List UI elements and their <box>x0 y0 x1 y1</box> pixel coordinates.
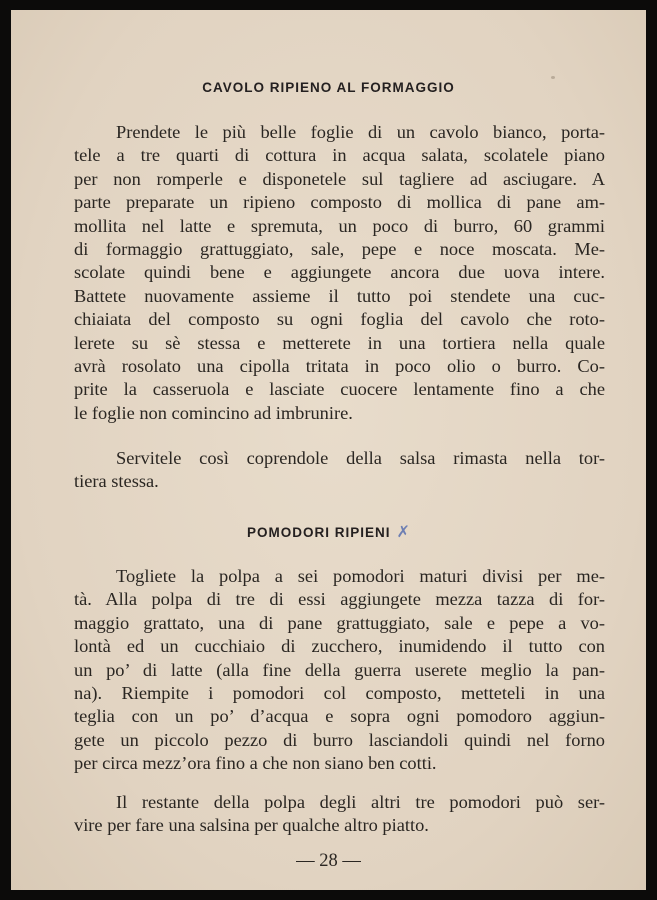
text-line: maggio grattato, una di pane grattuggiato, sale e pepe a vo- <box>74 612 605 633</box>
text-line: le foglie non comincino ad imbrunire. <box>74 402 353 423</box>
text-line: avrà rosolato una cipolla tritata in poco olio o burro. Co- <box>74 355 605 376</box>
recipe-pomodori-paragraph-1 <box>74 565 605 776</box>
text-line: scolate quindi bene e aggiungete ancora due uova intere. <box>74 262 605 283</box>
text-line: Battete nuovamente assieme il tutto poi stendete una cuc- <box>74 285 605 306</box>
text-line: un po’ di latte (alla fine della guerra userete meglio la pan- <box>74 659 605 680</box>
paper-speck <box>551 76 555 79</box>
text-line: na). Riempite i pomodori col composto, metteteli in una <box>74 682 605 703</box>
recipe-title-pomodori <box>11 522 646 542</box>
page-number: — 28 — <box>296 851 361 871</box>
text-line: parte preparate un ripieno composto di mollica di pane am- <box>74 192 605 213</box>
text-line: Togliete la polpa a sei pomodori maturi divisi per me- <box>116 566 605 586</box>
recipe-title-text: CAVOLO RIPIENO AL FORMAGGIO <box>202 80 455 95</box>
text-line: mollita nel latte e spremuta, un poco di burro, 60 grammi <box>74 215 605 236</box>
pencil-check-mark: ✗ <box>396 524 410 541</box>
recipe-title-cavolo <box>11 80 646 95</box>
text-line: per circa mezz’ora fino a che non siano ben cotti. <box>74 753 437 774</box>
text-line: Prendete le più belle foglie di un cavolo bianco, porta- <box>116 122 605 142</box>
text-line: tele a tre quarti di cottura in acqua salata, scolatele piano <box>74 145 605 166</box>
text-line: Il restante della polpa degli altri tre pomodori può ser- <box>116 792 605 812</box>
text-line: tà. Alla polpa di tre di essi aggiungete mezza tazza di for- <box>74 589 605 610</box>
text-line: di formaggio grattuggiato, sale, pepe e noce moscata. Me- <box>74 238 605 259</box>
text-line: vire per fare una salsina per qualche altro piatto. <box>74 815 429 836</box>
recipe-cavolo-paragraph-1 <box>74 121 605 425</box>
text-line: chiaiata del composto su ogni foglia del cavolo che roto- <box>74 309 605 330</box>
text-line: lontà ed un cucchiaio di zucchero, inumidendo il tutto con <box>74 636 605 657</box>
recipe-title-text: POMODORI RIPIENI <box>247 525 391 540</box>
text-line: per non romperle e disponetele sul tagliere ad asciugare. A <box>74 168 605 189</box>
text-line: lerete su sè stessa e metterete in una tortiera nella quale <box>74 332 605 353</box>
book-page <box>11 10 646 890</box>
text-line: teglia con un po’ d’acqua e sopra ogni pomodoro aggiun- <box>74 706 605 727</box>
text-line: Servitele così coprendole della salsa rimasta nella tor- <box>116 448 605 468</box>
text-line: tiera stessa. <box>74 471 159 492</box>
recipe-cavolo-paragraph-2 <box>74 447 605 494</box>
recipe-pomodori-paragraph-2 <box>74 791 605 838</box>
text-line: prite la casseruola e lasciate cuocere lentamente fino a che <box>74 379 605 400</box>
text-line: gete un piccolo pezzo di burro lasciandoli quindi nel forno <box>74 729 605 750</box>
